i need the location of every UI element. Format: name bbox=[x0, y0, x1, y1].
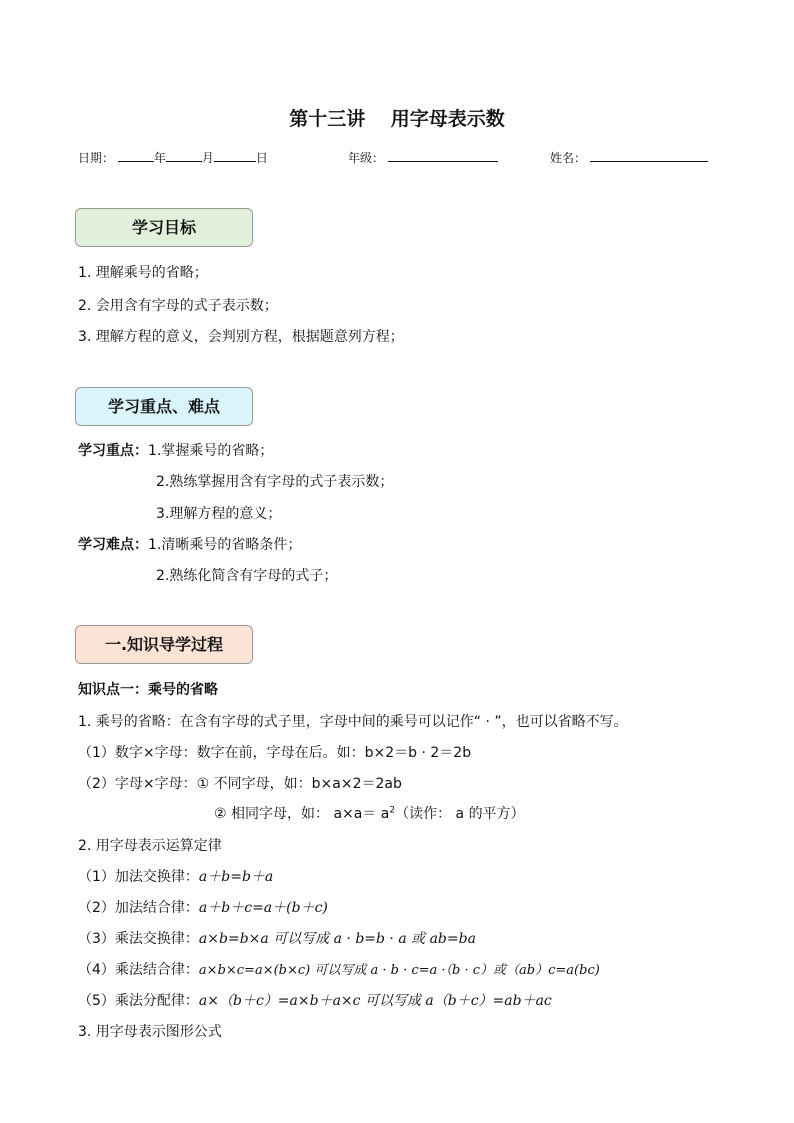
difficulty-item-2: 2.熟练化简含有字母的式子； bbox=[156, 568, 338, 584]
goal-item-3: 3. 理解方程的意义，会判别方程，根据题意列方程； bbox=[78, 329, 404, 345]
difficulty-label: 学习难点： bbox=[78, 537, 148, 553]
point-title: 知识点一：乘号的省略 bbox=[78, 682, 218, 698]
name-field bbox=[550, 149, 708, 166]
goal-item-2: 2. 会用含有字母的式子表示数； bbox=[78, 298, 278, 314]
p2-2-label: （2）加法结合律： bbox=[78, 900, 199, 916]
p2-1-expr: a＋b=b＋a bbox=[198, 869, 274, 885]
year-blank bbox=[118, 149, 154, 162]
name-blank bbox=[590, 149, 708, 162]
name-label: 姓名： bbox=[550, 151, 587, 165]
focus-row bbox=[78, 440, 273, 460]
goals-heading: 学习目标 bbox=[75, 208, 253, 247]
p2-2 bbox=[78, 897, 328, 917]
p3: 3. 用字母表示图形公式 bbox=[78, 1024, 222, 1040]
year-label: 年 bbox=[153, 151, 166, 165]
p1-3a: ② 相同字母，如： a×a＝ a bbox=[214, 806, 390, 822]
p2-2-expr: a＋b＋c=a＋(b＋c) bbox=[198, 900, 328, 916]
p2-1 bbox=[78, 866, 273, 886]
grade-field bbox=[348, 149, 498, 166]
p1: 1. 乘号的省略：在含有字母的式子里，字母中间的乘号可以记作“ · ”，也可以省略不写。 bbox=[78, 714, 628, 730]
p1-3 bbox=[214, 803, 525, 823]
focus-item-2: 2.熟练掌握用含有字母的式子表示数； bbox=[156, 474, 394, 490]
p2-3-expr: a×b=b×a 可以写成 a · b=b · a 或 ab=ba bbox=[198, 931, 476, 947]
focus-item-1: 1.掌握乘号的省略； bbox=[148, 443, 274, 459]
p2-1-label: （1）加法交换律： bbox=[78, 869, 199, 885]
p1-3b: （读作： a 的平方） bbox=[395, 806, 525, 822]
p2-5-expr: a×（b＋c）=a×b＋a×c 可以写成 a（b＋c）=ab＋ac bbox=[198, 993, 552, 1009]
date-label: 日期： bbox=[78, 151, 115, 165]
p2-4-label: （4）乘法结合律： bbox=[78, 962, 199, 978]
date-field bbox=[78, 149, 268, 166]
p2-5-label: （5）乘法分配律： bbox=[78, 993, 199, 1009]
p2-5 bbox=[78, 990, 552, 1010]
difficulty-row bbox=[78, 534, 301, 554]
day-blank bbox=[214, 149, 256, 162]
focus-label: 学习重点： bbox=[78, 443, 148, 459]
p1-2: （2）字母×字母：① 不同字母，如：b×a×2＝2ab bbox=[78, 776, 402, 792]
p1-1: （1）数字×字母：数字在前，字母在后。如：b×2＝b · 2＝2b bbox=[78, 745, 472, 761]
focus-item-3: 3.理解方程的意义； bbox=[156, 506, 282, 522]
p2-4-expr: a×b×c=a×(b×c) 可以写成 a · b · c=a ·（b · c）或（ab）c=a(bc) bbox=[198, 963, 600, 978]
day-label: 日 bbox=[255, 151, 268, 165]
key-heading: 学习重点、难点 bbox=[75, 387, 253, 426]
grade-blank bbox=[388, 149, 498, 162]
p1-3-superscript: 2 bbox=[389, 805, 396, 816]
month-blank bbox=[166, 149, 202, 162]
p2: 2. 用字母表示运算定律 bbox=[78, 838, 222, 854]
p2-4 bbox=[78, 959, 600, 979]
goal-item-1: 1. 理解乘号的省略； bbox=[78, 265, 208, 281]
p2-3-label: （3）乘法交换律： bbox=[78, 931, 199, 947]
month-label: 月 bbox=[201, 151, 214, 165]
process-heading: 一.知识导学过程 bbox=[75, 625, 253, 664]
difficulty-item-1: 1.清晰乘号的省略条件； bbox=[148, 537, 302, 553]
grade-label: 年级： bbox=[348, 151, 385, 165]
page-title: 第十三讲 用字母表示数 bbox=[289, 108, 505, 130]
p2-3 bbox=[78, 928, 476, 948]
